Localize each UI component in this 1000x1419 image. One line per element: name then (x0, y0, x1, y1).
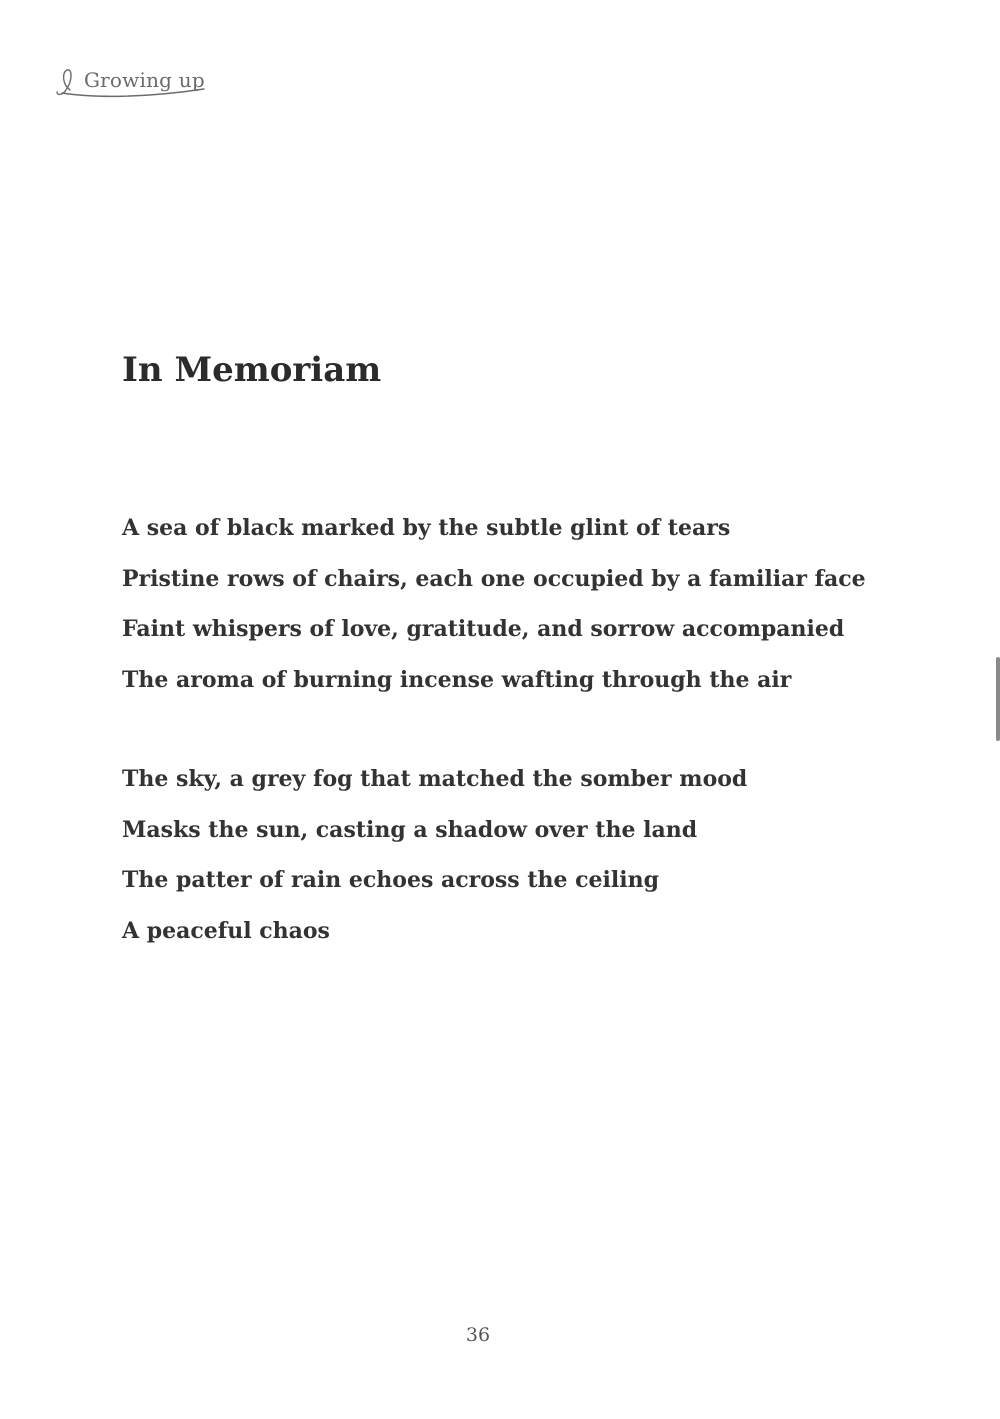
poem-line: The aroma of burning incense wafting through the air (122, 666, 792, 693)
poem-title: In Memoriam (122, 350, 382, 390)
scrollbar-thumb[interactable] (996, 657, 1000, 741)
poem-line: A peaceful chaos (122, 917, 330, 944)
poem-line: Faint whispers of love, gratitude, and sorrow accompanied (122, 616, 845, 642)
page-number: 36 (465, 1324, 491, 1346)
poem-line: The patter of rain echoes across the ceiling (122, 867, 659, 893)
chapter-title: Growing up (84, 68, 205, 92)
poem-line: Pristine rows of chairs, each one occupied by a familiar face (122, 565, 866, 592)
running-header (54, 62, 214, 102)
stanza (122, 512, 866, 714)
stanza (122, 763, 747, 965)
poem-line: The sky, a grey fog that matched the somber mood (122, 766, 748, 792)
poem-line: A sea of black marked by the subtle glint of tears (122, 515, 731, 541)
poem-line: Masks the sun, casting a shadow over the land (122, 816, 698, 843)
